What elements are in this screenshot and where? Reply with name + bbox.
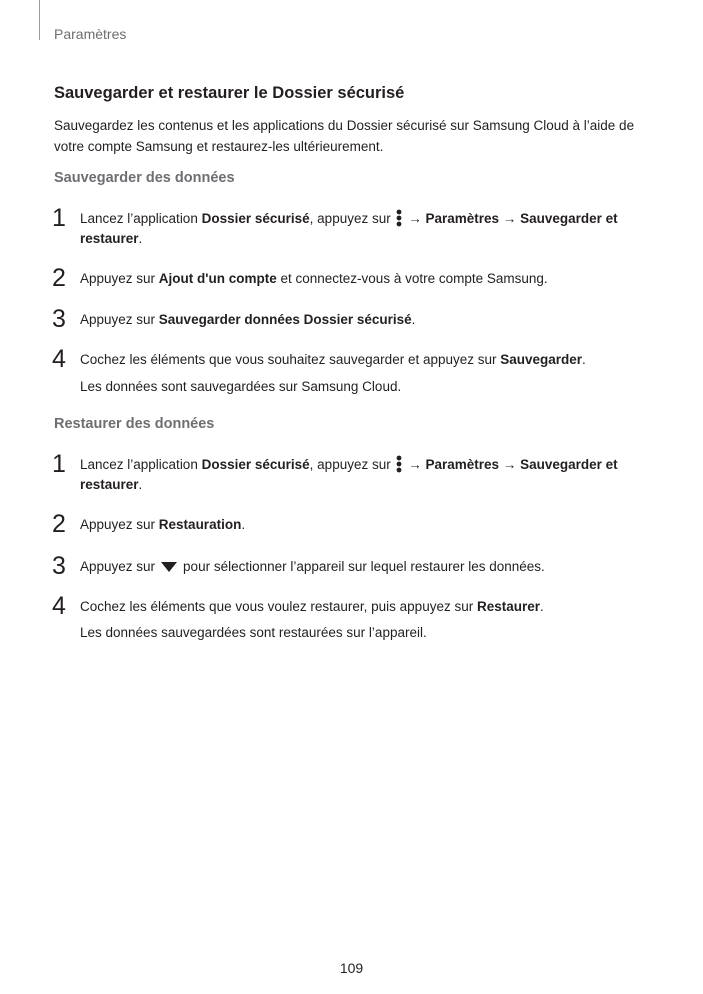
step-number: 4 <box>52 345 66 373</box>
backup-step-1 <box>80 209 640 249</box>
punctuation: . <box>540 599 544 614</box>
punctuation: . <box>241 517 246 532</box>
restore-step-3 <box>80 557 640 577</box>
button-name: Sauvegarder <box>500 352 583 367</box>
step-text: Appuyez sur <box>80 559 156 574</box>
restore-step-2 <box>80 515 640 535</box>
menu-item: Sauvegarder et restaurer <box>80 457 618 492</box>
button-name: Restaurer <box>476 599 540 614</box>
margin-rule <box>39 0 40 40</box>
page-number: 109 <box>339 960 364 976</box>
punctuation: . <box>138 231 143 246</box>
step-text: Lancez l’application <box>80 457 202 472</box>
menu-item: Sauvegarder et restaurer <box>80 211 618 246</box>
step-number: 1 <box>52 450 66 478</box>
arrow: → <box>404 211 426 226</box>
more-options-icon <box>396 209 402 227</box>
button-name: Sauvegarder données Dossier sécurisé <box>158 312 412 327</box>
button-name: Restauration <box>158 517 242 532</box>
step-number: 2 <box>52 510 66 538</box>
page-header: Paramètres <box>54 26 127 42</box>
step-text: et connectez-vous à votre compte Samsung. <box>276 271 548 286</box>
restore-step-1 <box>80 455 640 495</box>
step-number: 2 <box>52 264 66 292</box>
step-text: , appuyez sur <box>309 211 395 226</box>
app-name: Dossier sécurisé <box>201 211 310 226</box>
step-text: pour sélectionner l’appareil sur lequel restaurer les données. <box>183 559 545 574</box>
restore-step-4 <box>80 597 640 617</box>
step-text: Lancez l’application <box>80 211 202 226</box>
step-text: Cochez les éléments que vous voulez restaurer, puis appuyez sur <box>80 599 477 614</box>
dropdown-arrow-icon <box>160 561 178 573</box>
button-name: Ajout d'un compte <box>158 271 277 286</box>
punctuation: . <box>411 312 416 327</box>
backup-step-4 <box>80 350 640 370</box>
page-title: Sauvegarder et restaurer le Dossier sécurisé <box>54 84 405 102</box>
step-number: 4 <box>52 592 66 620</box>
menu-item: Paramètres <box>425 211 500 226</box>
intro-paragraph: Sauvegardez les contenus et les applications du Dossier sécurisé sur Samsung Cloud à l’aide de votre compte Samsung et restaurez-les ultérieurement. <box>54 118 635 154</box>
menu-item: Paramètres <box>425 457 500 472</box>
backup-step-2 <box>80 269 640 289</box>
step-number: 1 <box>52 204 66 232</box>
restore-heading: Restaurer des données <box>54 416 215 432</box>
backup-heading: Sauvegarder des données <box>54 170 235 186</box>
arrow: → <box>499 211 521 226</box>
backup-note: Les données sont sauvegardées sur Samsung Cloud. <box>80 379 402 394</box>
punctuation: . <box>138 477 143 492</box>
arrow: → <box>404 457 426 472</box>
more-options-icon <box>396 455 402 473</box>
step-number: 3 <box>52 552 66 580</box>
punctuation: . <box>582 352 586 367</box>
app-name: Dossier sécurisé <box>201 457 310 472</box>
backup-step-3 <box>80 310 640 330</box>
step-text: , appuyez sur <box>309 457 395 472</box>
step-text: Appuyez sur <box>80 312 159 327</box>
step-text: Appuyez sur <box>80 517 159 532</box>
restore-note: Les données sauvegardées sont restaurées sur l’appareil. <box>80 625 427 640</box>
step-text: Cochez les éléments que vous souhaitez sauvegarder et appuyez sur <box>80 352 501 367</box>
arrow: → <box>499 457 521 472</box>
step-text: Appuyez sur <box>80 271 159 286</box>
step-number: 3 <box>52 305 66 333</box>
